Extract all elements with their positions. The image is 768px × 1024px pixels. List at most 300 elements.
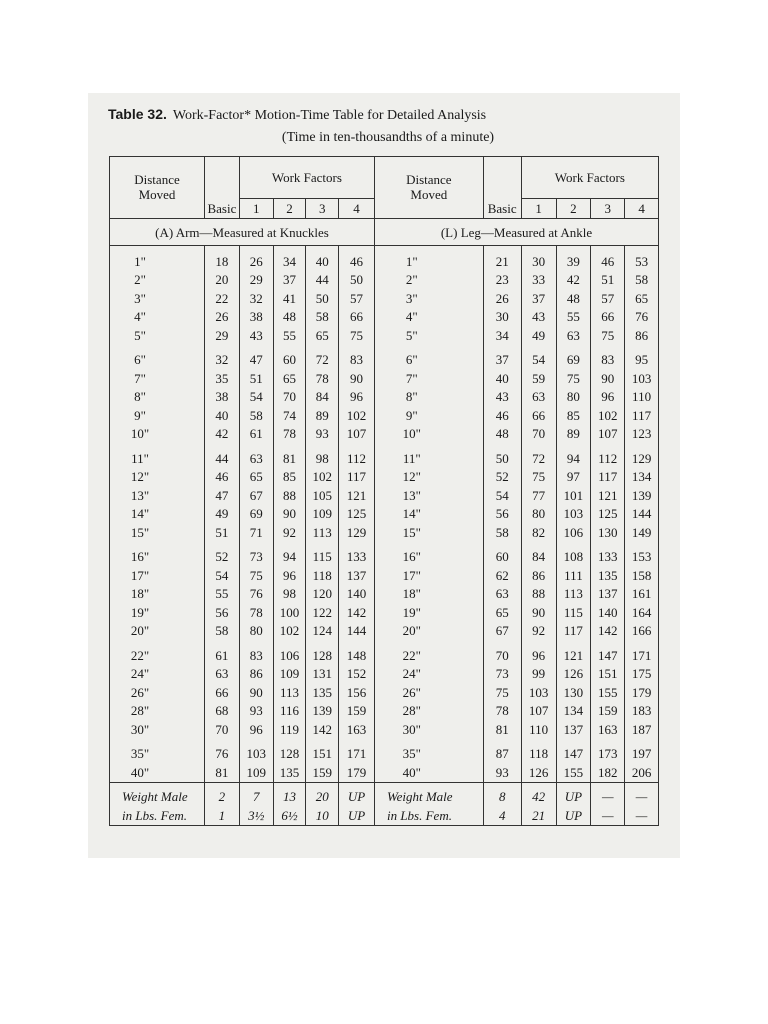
cell-wf3-arm: 65 bbox=[306, 326, 339, 345]
cell-wf3-leg: 46 bbox=[591, 246, 625, 271]
weight-row bbox=[110, 782, 659, 806]
cell-wf1-leg: 43 bbox=[521, 308, 556, 327]
cell-distance-arm: 8" bbox=[110, 388, 205, 407]
cell-wf2-arm: 34 bbox=[273, 246, 306, 271]
header-work-factors-leg: Work Factors bbox=[521, 157, 658, 199]
cell-distance-arm: 28" bbox=[110, 702, 205, 721]
cell-wf1-arm: 109 bbox=[239, 763, 273, 782]
weight-cell-wf1-arm: 7 bbox=[239, 782, 273, 806]
cell-distance-arm: 20" bbox=[110, 622, 205, 641]
header-wf2-leg: 2 bbox=[556, 199, 591, 219]
cell-wf4-leg: 65 bbox=[635, 290, 649, 306]
cell-basic-leg: 54 bbox=[483, 486, 521, 505]
cell-wf2-leg: 55 bbox=[556, 308, 591, 327]
cell-wf4-leg: 139 bbox=[631, 487, 652, 503]
cell-wf4-arm: 148 bbox=[339, 640, 375, 665]
cell-wf3-arm: 122 bbox=[306, 603, 339, 622]
table-row bbox=[110, 622, 659, 641]
cell-wf3-arm: 93 bbox=[306, 425, 339, 444]
cell-wf4-arm: 133 bbox=[339, 542, 375, 567]
cell-wf3-arm: 89 bbox=[306, 406, 339, 425]
cell-wf4-arm: 96 bbox=[339, 388, 375, 407]
weight-cell-distance-arm: in Lbs. Fem. bbox=[110, 806, 205, 826]
cell-wf3-leg: 142 bbox=[591, 622, 625, 641]
cell-wf4-arm: 129 bbox=[339, 523, 375, 542]
cell-distance-arm: 13" bbox=[110, 486, 205, 505]
cell-distance-arm: 9" bbox=[110, 406, 205, 425]
cell-distance-arm: 40" bbox=[110, 763, 205, 782]
cell-wf3-arm: 113 bbox=[306, 523, 339, 542]
weight-cell-basic-leg: 8 bbox=[483, 782, 521, 806]
table-title-text: Work-Factor* Motion-Time Table for Detailed Analysis bbox=[172, 108, 487, 123]
cell-wf4-leg: 179 bbox=[631, 684, 652, 700]
cell-basic-arm: 66 bbox=[205, 683, 240, 702]
cell-wf4-arm: 112 bbox=[339, 443, 375, 468]
cell-basic-leg: 81 bbox=[483, 720, 521, 739]
cell-wf1-arm: 103 bbox=[239, 739, 273, 764]
cell-wf3-leg: 57 bbox=[591, 289, 625, 308]
cell-wf3-arm: 115 bbox=[306, 542, 339, 567]
cell-wf1-leg: 30 bbox=[521, 246, 556, 271]
header-basic-leg: Basic bbox=[483, 199, 521, 219]
cell-wf2-arm: 98 bbox=[273, 585, 306, 604]
cell-wf4-arm: 46 bbox=[339, 246, 375, 271]
cell-distance-leg: 18" bbox=[374, 585, 483, 604]
cell-distance-leg: 24" bbox=[374, 665, 483, 684]
cell-wf4-arm: 163 bbox=[339, 720, 375, 739]
cell-wf4-arm: 142 bbox=[339, 603, 375, 622]
cell-basic-leg: 56 bbox=[483, 505, 521, 524]
cell-wf1-arm: 96 bbox=[239, 720, 273, 739]
cell-distance-arm: 26" bbox=[110, 683, 205, 702]
cell-distance-arm: 7" bbox=[110, 369, 205, 388]
cell-wf4-arm: 121 bbox=[339, 486, 375, 505]
cell-wf2-leg: 97 bbox=[556, 468, 591, 487]
table-row bbox=[110, 585, 659, 604]
weight-cell-wf2-arm: 6½ bbox=[273, 806, 306, 826]
cell-wf4-leg: 183 bbox=[631, 703, 652, 719]
cell-wf4-arm: 140 bbox=[339, 585, 375, 604]
cell-wf4-leg: 134 bbox=[631, 469, 652, 485]
cell-wf3-arm: 124 bbox=[306, 622, 339, 641]
table-row bbox=[110, 640, 659, 665]
cell-wf3-leg: 107 bbox=[591, 425, 625, 444]
cell-wf1-arm: 43 bbox=[239, 326, 273, 345]
cell-distance-leg: 5" bbox=[374, 326, 483, 345]
cell-wf1-leg: 84 bbox=[521, 542, 556, 567]
cell-distance-arm: 30" bbox=[110, 720, 205, 739]
cell-wf2-arm: 102 bbox=[273, 622, 306, 641]
cell-wf1-arm: 63 bbox=[239, 443, 273, 468]
cell-wf3-leg: 140 bbox=[591, 603, 625, 622]
cell-wf4-arm: 179 bbox=[339, 763, 375, 782]
cell-wf1-leg: 59 bbox=[521, 369, 556, 388]
cell-distance-arm: 18" bbox=[110, 585, 205, 604]
header-wf4-arm: 4 bbox=[339, 199, 375, 219]
table-row bbox=[110, 443, 659, 468]
header-wf3-leg: 3 bbox=[591, 199, 625, 219]
cell-wf1-arm: 86 bbox=[239, 665, 273, 684]
cell-basic-arm: 32 bbox=[205, 345, 240, 370]
cell-wf2-leg: 113 bbox=[556, 585, 591, 604]
cell-basic-arm: 81 bbox=[205, 763, 240, 782]
cell-basic-arm: 40 bbox=[205, 406, 240, 425]
cell-wf1-arm: 67 bbox=[239, 486, 273, 505]
cell-distance-leg: 2" bbox=[374, 271, 483, 290]
weight-cell-basic-arm: 2 bbox=[205, 782, 240, 806]
cell-wf1-arm: 47 bbox=[239, 345, 273, 370]
cell-wf4-arm: 83 bbox=[339, 345, 375, 370]
cell-wf1-leg: 49 bbox=[521, 326, 556, 345]
cell-wf1-arm: 32 bbox=[239, 289, 273, 308]
weight-cell-wf1-leg: 42 bbox=[521, 782, 556, 806]
table-row bbox=[110, 505, 659, 524]
cell-basic-leg: 26 bbox=[483, 289, 521, 308]
table-row bbox=[110, 683, 659, 702]
cell-wf2-arm: 55 bbox=[273, 326, 306, 345]
table-row bbox=[110, 542, 659, 567]
table-row bbox=[110, 566, 659, 585]
cell-basic-arm: 46 bbox=[205, 468, 240, 487]
cell-wf4-arm: 75 bbox=[339, 326, 375, 345]
cell-wf1-arm: 54 bbox=[239, 388, 273, 407]
cell-distance-leg: 22" bbox=[374, 640, 483, 665]
cell-wf3-arm: 131 bbox=[306, 665, 339, 684]
cell-distance-leg: 16" bbox=[374, 542, 483, 567]
header-distance-moved-arm: Distance Moved bbox=[110, 157, 205, 219]
cell-basic-arm: 18 bbox=[205, 246, 240, 271]
cell-wf3-arm: 84 bbox=[306, 388, 339, 407]
table-row bbox=[110, 763, 659, 782]
cell-wf3-leg: 51 bbox=[591, 271, 625, 290]
cell-distance-arm: 11" bbox=[110, 443, 205, 468]
weight-cell-wf4-leg: — bbox=[635, 807, 648, 823]
table-row bbox=[110, 739, 659, 764]
cell-wf4-arm: 66 bbox=[339, 308, 375, 327]
cell-wf4-leg: 197 bbox=[631, 746, 652, 762]
table-row bbox=[110, 308, 659, 327]
cell-wf2-arm: 109 bbox=[273, 665, 306, 684]
table-row bbox=[110, 388, 659, 407]
cell-basic-leg: 34 bbox=[483, 326, 521, 345]
cell-distance-arm: 4" bbox=[110, 308, 205, 327]
cell-wf3-leg: 159 bbox=[591, 702, 625, 721]
cell-wf3-arm: 151 bbox=[306, 739, 339, 764]
cell-wf2-leg: 80 bbox=[556, 388, 591, 407]
cell-basic-arm: 29 bbox=[205, 326, 240, 345]
cell-wf2-leg: 89 bbox=[556, 425, 591, 444]
cell-wf1-leg: 72 bbox=[521, 443, 556, 468]
cell-distance-arm: 24" bbox=[110, 665, 205, 684]
cell-distance-leg: 28" bbox=[374, 702, 483, 721]
cell-wf2-leg: 115 bbox=[556, 603, 591, 622]
cell-wf2-leg: 126 bbox=[556, 665, 591, 684]
cell-distance-arm: 19" bbox=[110, 603, 205, 622]
cell-basic-leg: 78 bbox=[483, 702, 521, 721]
cell-basic-leg: 87 bbox=[483, 739, 521, 764]
cell-wf2-leg: 134 bbox=[556, 702, 591, 721]
table-row bbox=[110, 326, 659, 345]
header-wf4-leg: 4 bbox=[638, 201, 645, 216]
table-row bbox=[110, 246, 659, 271]
cell-wf1-leg: 66 bbox=[521, 406, 556, 425]
cell-distance-leg: 7" bbox=[374, 369, 483, 388]
cell-wf2-arm: 60 bbox=[273, 345, 306, 370]
cell-wf2-arm: 81 bbox=[273, 443, 306, 468]
cell-basic-leg: 62 bbox=[483, 566, 521, 585]
cell-distance-arm: 16" bbox=[110, 542, 205, 567]
cell-wf2-leg: 106 bbox=[556, 523, 591, 542]
cell-basic-arm: 44 bbox=[205, 443, 240, 468]
cell-wf2-arm: 78 bbox=[273, 425, 306, 444]
weight-cell-wf4-arm: UP bbox=[339, 806, 375, 826]
cell-wf2-arm: 90 bbox=[273, 505, 306, 524]
cell-distance-leg: 3" bbox=[374, 289, 483, 308]
cell-distance-arm: 1" bbox=[110, 246, 205, 271]
table-row bbox=[110, 702, 659, 721]
header-basic-arm: Basic bbox=[205, 199, 240, 219]
cell-distance-arm: 2" bbox=[110, 271, 205, 290]
cell-distance-leg: 12" bbox=[374, 468, 483, 487]
cell-basic-arm: 20 bbox=[205, 271, 240, 290]
cell-wf2-arm: 113 bbox=[273, 683, 306, 702]
cell-distance-leg: 30" bbox=[374, 720, 483, 739]
cell-wf3-arm: 139 bbox=[306, 702, 339, 721]
work-factor-table bbox=[109, 156, 659, 826]
cell-distance-leg: 9" bbox=[374, 406, 483, 425]
cell-distance-leg: 14" bbox=[374, 505, 483, 524]
cell-wf3-leg: 182 bbox=[591, 763, 625, 782]
cell-wf4-arm: 50 bbox=[339, 271, 375, 290]
cell-wf3-leg: 125 bbox=[591, 505, 625, 524]
table-row bbox=[110, 486, 659, 505]
weight-row bbox=[110, 806, 659, 826]
cell-distance-arm: 35" bbox=[110, 739, 205, 764]
cell-basic-leg: 21 bbox=[483, 246, 521, 271]
cell-wf3-arm: 44 bbox=[306, 271, 339, 290]
weight-cell-distance-leg: Weight Male bbox=[374, 782, 483, 806]
cell-distance-leg: 10" bbox=[374, 425, 483, 444]
cell-wf1-leg: 96 bbox=[521, 640, 556, 665]
cell-distance-leg: 40" bbox=[374, 763, 483, 782]
cell-wf4-leg: 86 bbox=[635, 327, 649, 343]
weight-cell-distance-arm: Weight Male bbox=[110, 782, 205, 806]
cell-wf3-arm: 40 bbox=[306, 246, 339, 271]
cell-wf3-arm: 102 bbox=[306, 468, 339, 487]
cell-wf4-leg: 53 bbox=[635, 253, 649, 269]
cell-wf2-leg: 85 bbox=[556, 406, 591, 425]
cell-wf2-leg: 69 bbox=[556, 345, 591, 370]
cell-distance-arm: 17" bbox=[110, 566, 205, 585]
table-row bbox=[110, 289, 659, 308]
cell-wf2-arm: 41 bbox=[273, 289, 306, 308]
header-wf2-arm: 2 bbox=[273, 199, 306, 219]
weight-cell-wf4-leg: — bbox=[625, 782, 659, 806]
header-wf3-arm: 3 bbox=[306, 199, 339, 219]
cell-wf2-arm: 74 bbox=[273, 406, 306, 425]
cell-wf2-arm: 94 bbox=[273, 542, 306, 567]
cell-wf1-leg: 63 bbox=[521, 388, 556, 407]
cell-wf3-leg: 151 bbox=[591, 665, 625, 684]
cell-wf4-leg: 149 bbox=[631, 524, 652, 540]
cell-basic-arm: 47 bbox=[205, 486, 240, 505]
cell-wf3-arm: 118 bbox=[306, 566, 339, 585]
cell-wf1-arm: 26 bbox=[239, 246, 273, 271]
cell-wf4-arm: 107 bbox=[339, 425, 375, 444]
cell-distance-arm: 6" bbox=[110, 345, 205, 370]
weight-cell-wf3-leg: — bbox=[591, 806, 625, 826]
cell-wf4-arm: 171 bbox=[339, 739, 375, 764]
cell-wf4-leg: 144 bbox=[631, 506, 652, 522]
cell-wf2-leg: 48 bbox=[556, 289, 591, 308]
weight-cell-distance-leg: in Lbs. Fem. bbox=[374, 806, 483, 826]
table-row bbox=[110, 406, 659, 425]
cell-basic-leg: 63 bbox=[483, 585, 521, 604]
cell-wf4-arm: 156 bbox=[339, 683, 375, 702]
cell-wf2-leg: 130 bbox=[556, 683, 591, 702]
cell-wf3-arm: 120 bbox=[306, 585, 339, 604]
cell-wf3-arm: 50 bbox=[306, 289, 339, 308]
cell-wf4-arm: 57 bbox=[339, 289, 375, 308]
cell-basic-leg: 73 bbox=[483, 665, 521, 684]
cell-wf1-leg: 110 bbox=[521, 720, 556, 739]
cell-wf2-arm: 92 bbox=[273, 523, 306, 542]
cell-wf1-arm: 83 bbox=[239, 640, 273, 665]
header-distance-moved-leg: Distance Moved bbox=[374, 157, 483, 219]
cell-wf3-leg: 155 bbox=[591, 683, 625, 702]
cell-wf4-leg: 76 bbox=[635, 309, 649, 325]
table-row bbox=[110, 425, 659, 444]
cell-wf4-arm: 137 bbox=[339, 566, 375, 585]
cell-wf3-leg: 112 bbox=[591, 443, 625, 468]
cell-distance-leg: 17" bbox=[374, 566, 483, 585]
cell-wf1-arm: 69 bbox=[239, 505, 273, 524]
cell-wf3-leg: 90 bbox=[591, 369, 625, 388]
cell-distance-leg: 13" bbox=[374, 486, 483, 505]
cell-wf2-arm: 116 bbox=[273, 702, 306, 721]
cell-wf1-arm: 76 bbox=[239, 585, 273, 604]
cell-wf1-leg: 103 bbox=[521, 683, 556, 702]
cell-wf2-arm: 70 bbox=[273, 388, 306, 407]
section-leg: (L) Leg—Measured at Ankle bbox=[374, 219, 658, 246]
cell-wf3-arm: 159 bbox=[306, 763, 339, 782]
cell-wf4-arm: 90 bbox=[339, 369, 375, 388]
cell-wf1-leg: 86 bbox=[521, 566, 556, 585]
weight-cell-basic-leg: 4 bbox=[483, 806, 521, 826]
cell-distance-leg: 11" bbox=[374, 443, 483, 468]
cell-wf2-arm: 119 bbox=[273, 720, 306, 739]
cell-basic-leg: 60 bbox=[483, 542, 521, 567]
cell-wf4-leg: 161 bbox=[631, 586, 652, 602]
cell-wf2-leg: 94 bbox=[556, 443, 591, 468]
cell-wf3-leg: 163 bbox=[591, 720, 625, 739]
cell-wf4-leg: 164 bbox=[631, 604, 652, 620]
table-title bbox=[108, 106, 668, 124]
cell-basic-leg: 48 bbox=[483, 425, 521, 444]
cell-wf2-leg: 121 bbox=[556, 640, 591, 665]
cell-wf4-arm: 159 bbox=[339, 702, 375, 721]
cell-wf3-leg: 173 bbox=[591, 739, 625, 764]
cell-basic-leg: 70 bbox=[483, 640, 521, 665]
cell-wf1-arm: 61 bbox=[239, 425, 273, 444]
cell-wf4-leg: 123 bbox=[631, 426, 652, 442]
weight-cell-wf2-arm: 13 bbox=[273, 782, 306, 806]
cell-basic-leg: 37 bbox=[483, 345, 521, 370]
cell-wf2-arm: 135 bbox=[273, 763, 306, 782]
cell-wf4-arm: 144 bbox=[339, 622, 375, 641]
cell-wf2-arm: 85 bbox=[273, 468, 306, 487]
cell-wf3-arm: 109 bbox=[306, 505, 339, 524]
cell-wf2-arm: 65 bbox=[273, 369, 306, 388]
cell-basic-arm: 70 bbox=[205, 720, 240, 739]
cell-distance-arm: 15" bbox=[110, 523, 205, 542]
cell-basic-arm: 38 bbox=[205, 388, 240, 407]
cell-wf1-leg: 77 bbox=[521, 486, 556, 505]
cell-wf4-leg: 129 bbox=[631, 450, 652, 466]
cell-wf1-arm: 73 bbox=[239, 542, 273, 567]
cell-wf1-leg: 90 bbox=[521, 603, 556, 622]
cell-wf3-arm: 78 bbox=[306, 369, 339, 388]
cell-wf2-arm: 37 bbox=[273, 271, 306, 290]
cell-wf4-leg: 58 bbox=[635, 272, 649, 288]
cell-wf4-leg: 171 bbox=[631, 647, 652, 663]
cell-basic-leg: 58 bbox=[483, 523, 521, 542]
cell-wf1-arm: 38 bbox=[239, 308, 273, 327]
header-wf1-leg: 1 bbox=[521, 199, 556, 219]
cell-distance-leg: 26" bbox=[374, 683, 483, 702]
cell-basic-arm: 58 bbox=[205, 622, 240, 641]
cell-wf1-arm: 58 bbox=[239, 406, 273, 425]
cell-wf2-leg: 117 bbox=[556, 622, 591, 641]
table-subtitle: (Time in ten-thousandths of a minute) bbox=[281, 130, 495, 145]
cell-wf1-arm: 29 bbox=[239, 271, 273, 290]
cell-basic-arm: 68 bbox=[205, 702, 240, 721]
cell-basic-arm: 22 bbox=[205, 289, 240, 308]
cell-distance-leg: 1" bbox=[374, 246, 483, 271]
cell-basic-leg: 52 bbox=[483, 468, 521, 487]
cell-wf4-leg: 103 bbox=[631, 370, 652, 386]
cell-distance-arm: 22" bbox=[110, 640, 205, 665]
cell-basic-arm: 51 bbox=[205, 523, 240, 542]
cell-wf1-leg: 80 bbox=[521, 505, 556, 524]
cell-distance-leg: 4" bbox=[374, 308, 483, 327]
cell-wf1-arm: 78 bbox=[239, 603, 273, 622]
table-body bbox=[110, 246, 659, 826]
cell-wf3-arm: 105 bbox=[306, 486, 339, 505]
cell-basic-leg: 75 bbox=[483, 683, 521, 702]
weight-cell-wf3-arm: 20 bbox=[306, 782, 339, 806]
table-label: Table 32. bbox=[108, 106, 167, 122]
cell-wf1-leg: 33 bbox=[521, 271, 556, 290]
cell-wf3-leg: 83 bbox=[591, 345, 625, 370]
cell-wf2-leg: 39 bbox=[556, 246, 591, 271]
cell-basic-leg: 67 bbox=[483, 622, 521, 641]
cell-wf2-leg: 101 bbox=[556, 486, 591, 505]
header-work-factors-arm: Work Factors bbox=[239, 157, 374, 199]
cell-wf3-arm: 98 bbox=[306, 443, 339, 468]
cell-wf1-arm: 93 bbox=[239, 702, 273, 721]
cell-basic-leg: 43 bbox=[483, 388, 521, 407]
table-row bbox=[110, 665, 659, 684]
cell-wf4-leg: 110 bbox=[632, 389, 652, 405]
cell-distance-arm: 10" bbox=[110, 425, 205, 444]
cell-wf1-arm: 90 bbox=[239, 683, 273, 702]
cell-wf1-leg: 70 bbox=[521, 425, 556, 444]
cell-wf2-leg: 42 bbox=[556, 271, 591, 290]
cell-basic-leg: 93 bbox=[483, 763, 521, 782]
cell-wf3-leg: 75 bbox=[591, 326, 625, 345]
cell-wf4-leg: 95 bbox=[635, 352, 649, 368]
